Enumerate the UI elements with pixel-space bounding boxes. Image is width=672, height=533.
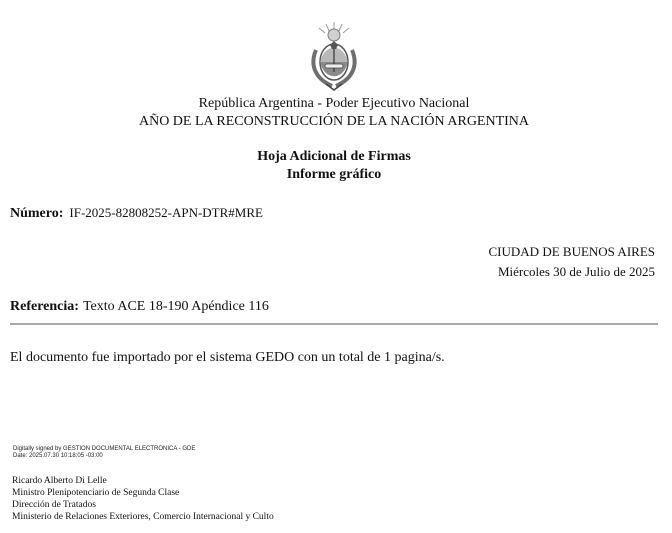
sheet-title: Hoja Adicional de Firmas [257,149,411,164]
signer-name: Ricardo Alberto Di Lelle [12,476,107,486]
divider [10,323,658,325]
signer-position: Ministro Plenipotenciario de Segunda Clase [12,488,180,498]
document-number [10,205,263,222]
body-text: El documento fue importado por el sistema GEDO con un total de 1 pagina/s. [10,350,445,365]
sheet-subtitle: Informe gráfico [286,167,382,182]
document-date: Miércoles 30 de Julio de 2025 [497,264,655,279]
signer-department: Dirección de Tratados [12,500,96,510]
digital-signature-signed-by: Digitally signed by GESTION DOCUMENTAL ELECTRONICA - GDE [13,446,196,452]
header-government-line: República Argentina - Poder Ejecutivo Nacional [198,96,470,111]
header-year-motto: AÑO DE LA RECONSTRUCCIÓN DE LA NACIÓN ARGENTINA [138,114,530,129]
signer-block [12,475,274,523]
reference-value: Texto ACE 18-190 Apéndice 116 [82,299,269,314]
document-number-value: IF-2025-82808252-APN-DTR#MRE [69,205,263,220]
digital-signature-block [13,446,195,460]
argentina-coat-of-arms-icon [306,20,362,92]
reference-label: Referencia: [10,299,79,314]
digital-signature-date: Date: 2025.07.30 10:18:05 -03:00 [13,453,103,459]
document-number-label: Número: [10,206,64,221]
location-city: CIUDAD DE BUENOS AIRES [488,244,655,259]
reference [10,299,269,315]
signer-ministry: Ministerio de Relaciones Exteriores, Comercio Internacional y Culto [12,512,274,522]
